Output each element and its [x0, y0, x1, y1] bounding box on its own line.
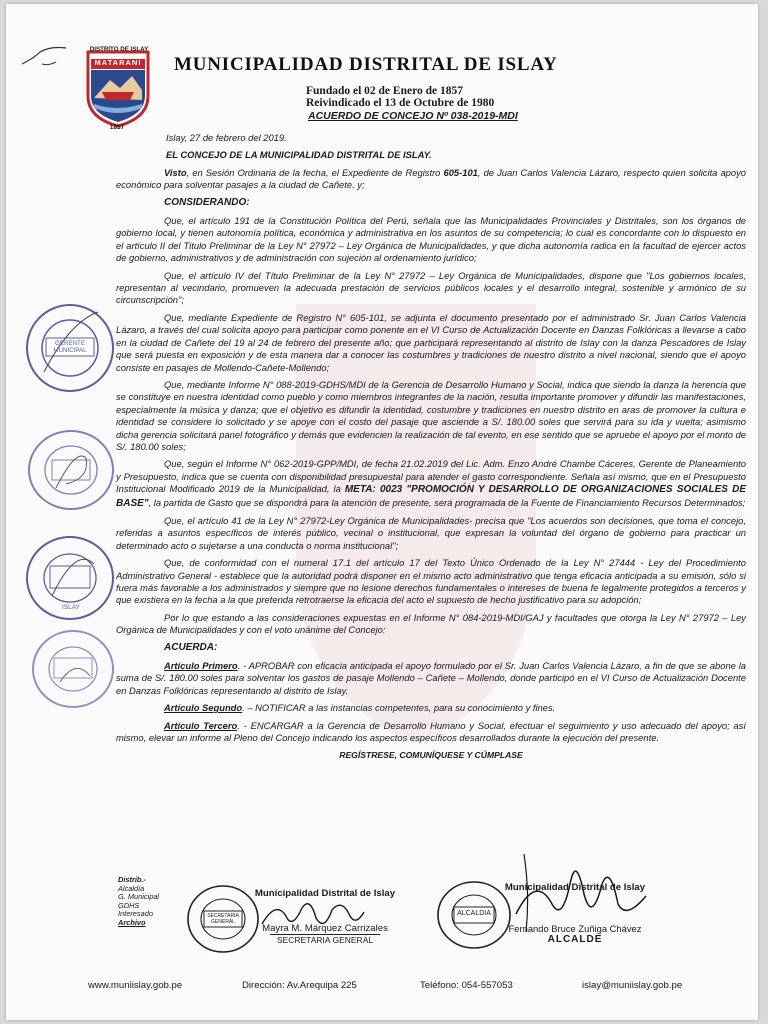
registrese-line: REGÍSTRESE, COMUNÍQUESE Y CÚMPLASE — [339, 750, 523, 761]
right-signature-org: Municipalidad Distrital de Islay — [504, 882, 646, 893]
right-signature-role: ALCALDE — [547, 934, 603, 945]
reivindicado-line: Reivindicado el 13 de Octubre de 1980 — [306, 97, 495, 109]
checkmark-annotation — [20, 44, 68, 70]
left-signature-org: Municipalidad Distrital de Islay — [254, 888, 396, 899]
acuerda-heading: ACUERDA: — [164, 641, 218, 653]
shield-band-caption: MATARANI — [94, 58, 142, 67]
paragraph-7: Que, de conformidad con el numeral 17.1 del artículo 17 del Texto Único Ordenado de la Ley N° 27444 - Ley del Procedimiento Administrativo General - establece que la autoridad podrá disponer en el mismo acto administrativo que tenga eficacia anticipada a su emisión, sólo si fuera más favorable a los administrados y siempre que no lesione derechos fundamentales o intereses de buena fe legalmente protegidos a terceros y que existiera en la fecha a la que pretenda retrotraerse la eficacia del acto el supuesto de hecho justificativo para su adopción; — [116, 557, 746, 606]
right-signature-block — [500, 882, 650, 945]
visto-paragraph: Visto, en Sesión Ordinaria de la fecha, el Expediente de Registro 605-101, de Juan Carlos Valencia Lázaro, respecto quien solicita apoyo económico para solventar pasajes a la ciudad de Cañete. y; — [116, 166, 747, 191]
article-1: Artículo Primero. - APROBAR con eficacia anticipada el apoyo formulado por el Sr. Juan Carlos Valencia Lázaro, a fin de que se abone la suma de S/. 180.00 soles para solventar los gastos de pasaje Mollendo – Cañete – Mollendo, donde participó en el VI Curso de Actualización Docente en Danzas Folklóricas representando al distrito de Islay. — [116, 660, 746, 696]
distrib-archivo: Archivo — [118, 917, 146, 927]
date-line: Islay, 27 de febrero del 2019. — [166, 132, 287, 143]
distrib-item: GDHS — [118, 900, 140, 910]
municipality-title: MUNICIPALIDAD DISTRITAL DE ISLAY — [174, 54, 558, 75]
shield-top-caption: DISTRITO DE ISLAY — [89, 46, 149, 53]
article-2: Artículo Segundo. – NOTIFICAR a las instancias competentes, para su conocimiento y fines. — [164, 702, 556, 714]
footer-address: Dirección: Av.Arequipa 225 — [242, 980, 357, 991]
paragraph-5: Que, según el Informe N° 062-2019-GPP/MDI, de fecha 21.02.2019 del Lic. Adm. Enzo André Chambe Cáceres, Gerente de Planeamiento y Presupuesto, indica que se cuenta con disponibilidad presupuestal para atender el gasto correspondiente. Señala así mismo, que en el Presupuesto Institucional Modificado 2019 de la Municipalidad, la META: 0023 "PROMOCIÓN Y DESARROLLO DE ORGANIZACIONES SOCIALES DE BASE", la partida de Gasto que se dispondrá para la atención de presente, será programada de la Fuente de Financiamiento Recursos Determinados; — [116, 458, 747, 509]
article-3: Artículo Tercero. - ENCARGAR a la Gerencia de Desarrollo Humano y Social, efectuar el seguimiento y uso adecuado del apoyo; así mismo, elevar un informe al Pleno del Concejo indicando los aspectos específicos desarrollados durante la ejecución del presente. — [116, 719, 746, 744]
planeamiento-seal-bottom: ISLAY — [62, 604, 80, 611]
footer-phone: Teléfono: 054-557053 — [420, 980, 513, 991]
paragraph-4: Que, mediante Informe N° 088-2019-GDHS/MDI de la Gerencia de Desarrollo Humano y Social, indica que siendo la danza la herencia que se constituye en nuestra identidad como pueblo y como miembros integrantes de la nación, resulta importante promover y difundir las manifestaciones, especialmente la música y danza; que el objetivo es difundir la identidad, costumbre y tradiciones en nuestro distrito en aras de promover la cultura e identidad se considere lo solicitado y se apoye con el costo del pasaje que asciende a S/. 180.00 soles que servirá para su ida y vuelta; asimismo dicha gerencia solicitará panel fotográfico y demás que evidencien la realización de tal evento, en ese sentido que se apruebe el apoyo por el monto de S/. 180.00 soles; — [116, 378, 746, 452]
distrib-item: Interesado — [118, 909, 153, 919]
acuerdo-number: ACUERDO DE CONCEJO Nº 038-2019-MDI — [308, 110, 518, 122]
paragraph-6: Que, el artículo 41 de la Ley N° 27972-Ley Orgánica de Municipalidades- precisa que "Los acuerdos son decisiones, que toma el concejo, referidas a asuntos específicos de interés público, vecinal o institucional, que expresan la voluntad del órgano de gobierno para practicar un determinado acto o sujetarse a una conducta o norma institucional"; — [116, 514, 746, 551]
founded-line: Fundado el 02 de Enero de 1857 — [306, 85, 463, 97]
asesoria-seal — [30, 628, 116, 710]
paragraph-3: Que, mediante Expediente de Registro N° 605-101, se adjunta el documento presentado por el administrado Sr. Juan Carlos Valencia Lázaro, a través del cual solicita apoyo para participar como ponente en el VI Curso de Actualización Docente en Danzas Folklóricas a llevarse a cabo en la ciudad de Cañete del 19 al 24 de febrero del presente año; que participará representando al distrito de Islay con la danza Pescadores de Islay que será puesta en exposición y de esta manera dar a conocer las costumbres y tradiciones de nuestro distrito a nivel nacional, siendo que el apoyo consiste en pasajes de Mollendo-Cañete-Mollendo; — [116, 311, 746, 373]
right-signature-name: Fernando Bruce Zuñiga Chávez — [508, 923, 642, 934]
distrib-item: Alcaldía — [118, 883, 145, 893]
gdhs-seal — [26, 428, 116, 512]
distrib-label: Distrib.- — [118, 875, 146, 884]
document-body — [116, 132, 746, 767]
left-signature-block — [250, 888, 400, 945]
document-page — [6, 4, 758, 1020]
gerente-seal-text: GERENTE MUNICIPAL — [53, 340, 87, 354]
distrib-item: G. Municipal — [118, 892, 160, 902]
secretaria-seal-text: SECRETARIA GENERAL — [207, 913, 239, 925]
left-signature-role: SECRETARIA GENERAL — [270, 934, 380, 945]
paragraph-2: Que, el artículo IV del Título Preliminar de la Ley N° 27972 – Ley Orgánica de Municipalidades, dispone que "Los gobiernos locales, representan al vecindario, promueven la adecuada prestación de servicios públicos locales y el desarrollo integral, sostenible y armónico de su circunscripción"; — [116, 269, 746, 306]
shield-year: 1857 — [109, 124, 125, 131]
left-signature-name: Mayra M. Márquez Carrizales — [262, 923, 388, 934]
alcaldia-seal-text: ALCALDIA — [457, 910, 491, 917]
paragraph-1: Que, el artículo 191 de la Constitución Política del Perú, señala que las Municipalidades Provinciales y Distritales, son los órganos de gobierno local, y tienen autonomía política, económica y administrativa en los asuntos de su competencia; lo cual es concordante con lo dispuesto en el artículo II del Titulo Preliminar de la Ley N° 27972 – Ley Orgánica de Municipalidades, y que dicha autonomía radica en la facultad de ejercer actos de gobierno, administrativos y de administración con sujeción al ordenamiento jurídico; — [116, 215, 746, 264]
distribution-list — [118, 876, 159, 928]
council-heading: EL CONCEJO DE LA MUNICIPALIDAD DISTRITAL DE ISLAY. — [166, 149, 432, 161]
footer-email: islay@muniislay.gob.pe — [582, 980, 683, 991]
paragraph-8: Por lo que estando a las consideraciones expuestas en el Informe N° 084-2019-MDI/GAJ y facultades que otorga la Ley N° 27972 – Ley Orgánica de Municipalidades y con el voto unánime del Concejo: — [116, 611, 746, 636]
considerando-heading: CONSIDERANDO: — [164, 196, 250, 208]
footer-web: www.muniislay.gob.pe — [88, 980, 183, 991]
